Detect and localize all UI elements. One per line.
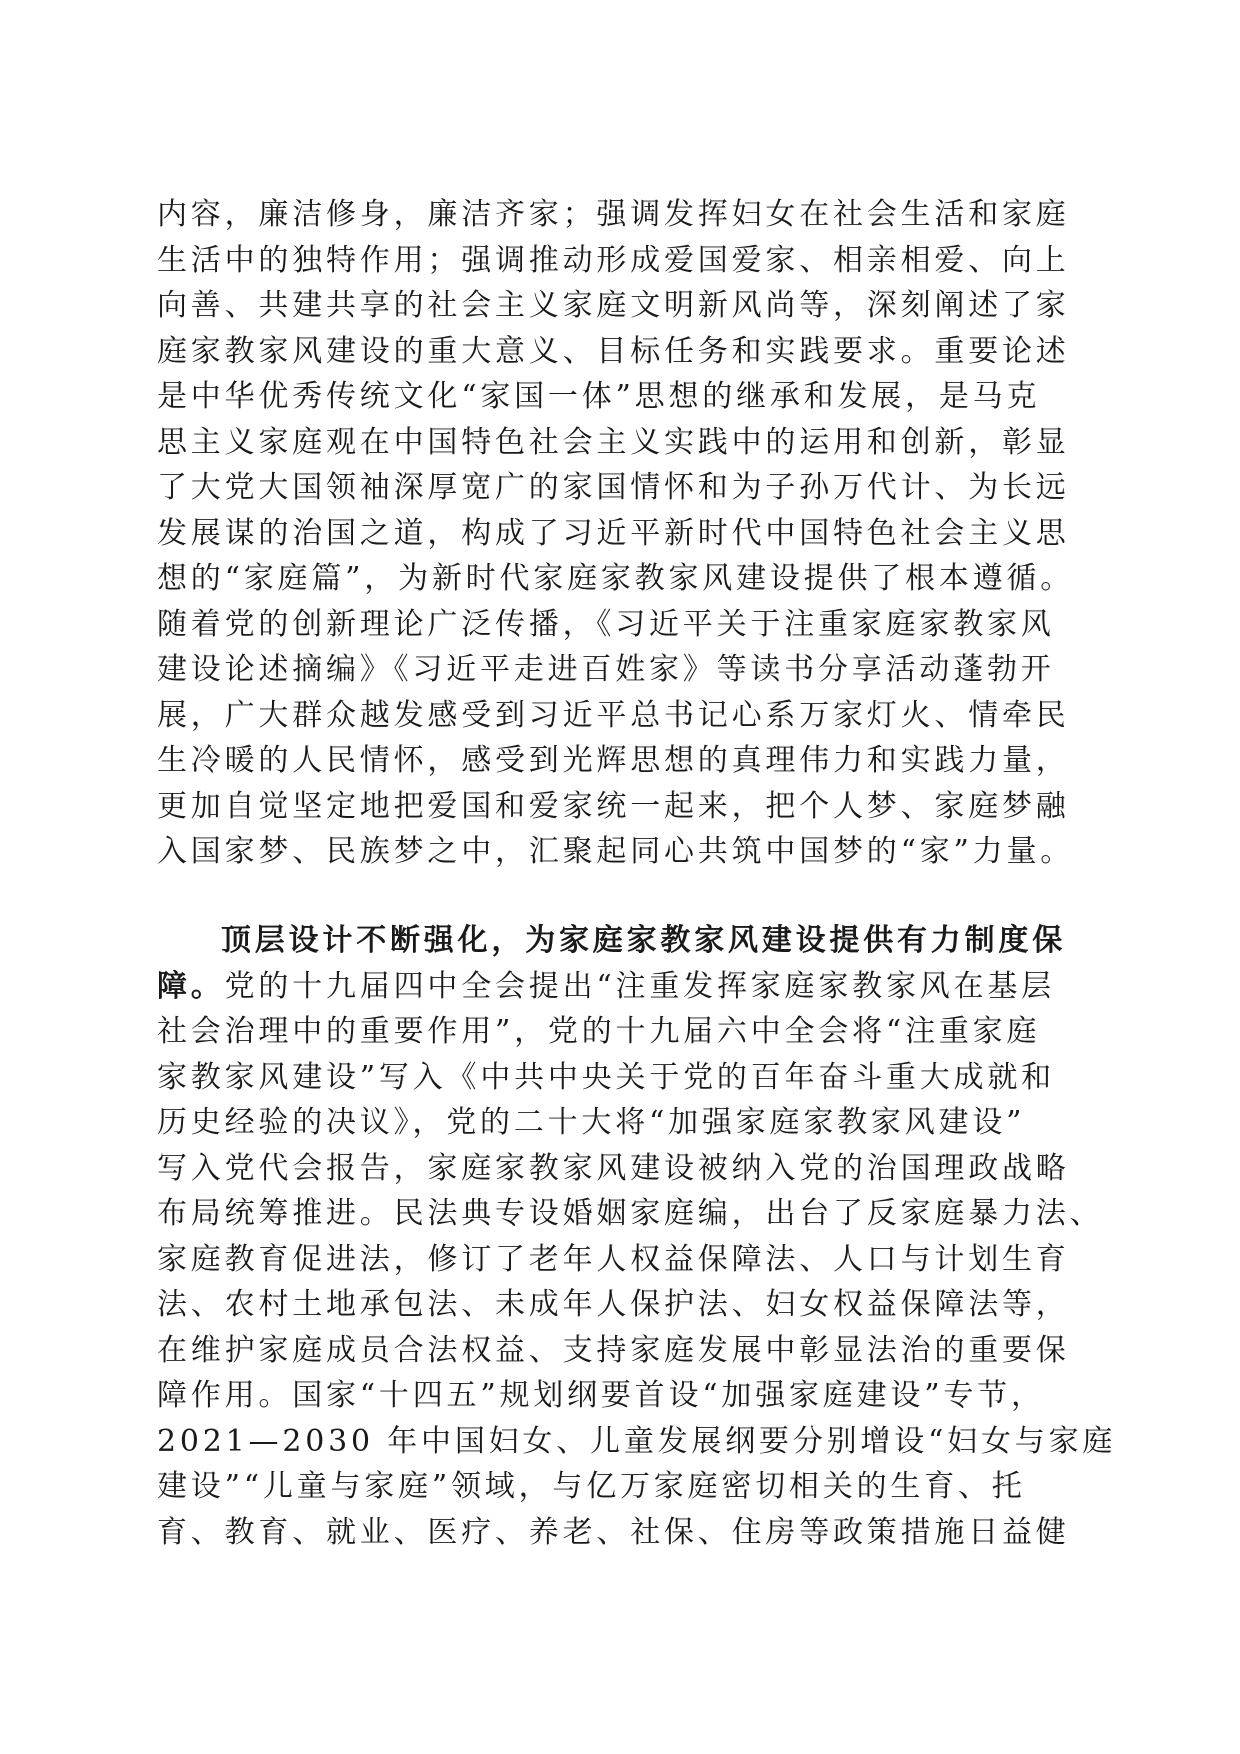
text-line: 育、教育、就业、医疗、养老、社保、住房等政策措施日益健 <box>157 1514 1070 1550</box>
paragraph-continued <box>157 192 1087 875</box>
text-line: 历史经验的决议》，党的二十大将“加强家庭家教家风建设” <box>157 1105 1026 1140</box>
text-line: 2021—2030 年中国妇女、儿童发展纲要分别增设“妇女与家庭 <box>157 1423 1117 1459</box>
section-heading-end: 障。 <box>157 968 225 1004</box>
text-line: 更加自觉坚定地把爱国和爱家统一起来，把个人梦、家庭梦融 <box>157 788 1070 824</box>
text-line: 法、农村土地承包法、未成年人保护法、妇女权益保障法等， <box>157 1287 1070 1322</box>
text-line: 发展谋的治国之道，构成了习近平新时代中国特色社会主义思 <box>157 515 1070 551</box>
text-line: 在维护家庭成员合法权益、支持家庭发展中彰显法治的重要保 <box>157 1332 1070 1368</box>
paragraph-top-level-design <box>157 918 1117 1555</box>
text-line: 家教家风建设”写入《中共中央关于党的百年奋斗重大成就和 <box>157 1059 1055 1095</box>
text-line: 想的“家庭篇”，为新时代家庭家教家风建设提供了根本遵循。 <box>157 561 1075 596</box>
text-line: 随着党的创新理论广泛传播，《习近平关于注重家庭家教家风 <box>157 606 1055 642</box>
text-line: 建设论述摘编》《习近平走进百姓家》等读书分享活动蓬勃开 <box>157 652 1055 687</box>
text-line: 向善、共建共享的社会主义家庭文明新风尚等，深刻阐述了家 <box>157 288 1070 323</box>
text-line: 入国家梦、民族梦之中，汇聚起同心共筑中国梦的“家”力量。 <box>157 834 1075 869</box>
text-line: 生活中的独特作用；强调推动形成爱国爱家、相亲相爱、向上 <box>157 242 1070 278</box>
text-line <box>157 964 1087 1010</box>
text-line: 展，广大群众越发感受到习近平总书记心系万家灯火、情牵民 <box>157 697 1070 733</box>
text-line: 庭家教家风建设的重大意义、目标任务和实践要求。重要论述 <box>157 333 1070 369</box>
text-line: 了大党大国领袖深厚宽广的家国情怀和为子孙万代计、为长远 <box>157 470 1070 505</box>
text-line: 内容，廉洁修身，廉洁齐家；强调发挥妇女在社会生活和家庭 <box>157 197 1070 232</box>
text-line: 建设”“儿童与家庭”领域，与亿万家庭密切相关的生育、托 <box>157 1469 1026 1504</box>
text-line: 布局统筹推进。民法典专设婚姻家庭编，出台了反家庭暴力法、 <box>157 1196 1104 1231</box>
text-line: 家庭教育促进法，修订了老年人权益保障法、人口与计划生育 <box>157 1241 1070 1277</box>
text-line: 是中华优秀传统文化“家国一体”思想的继承和发展，是马克 <box>157 379 1041 414</box>
text-line: 写入党代会报告，家庭家教家风建设被纳入党的治国理政战略 <box>157 1150 1070 1186</box>
section-heading: 顶层设计不断强化，为家庭家教家风建设提供有力制度保 <box>221 923 1066 958</box>
text-line-rest: 党的十九届四中全会提出“注重发挥家庭家教家风在基层 <box>224 968 1055 1004</box>
text-line: 障作用。国家“十四五”规划纲要首设“加强家庭建设”专节， <box>157 1378 1045 1413</box>
text-line: 生冷暖的人民情怀，感受到光辉思想的真理伟力和实践力量， <box>157 743 1070 778</box>
text-line: 社会治理中的重要作用”，党的十九届六中全会将“注重家庭 <box>157 1014 1041 1049</box>
text-line: 思主义家庭观在中国特色社会主义实践中的运用和创新，彰显 <box>157 424 1070 460</box>
